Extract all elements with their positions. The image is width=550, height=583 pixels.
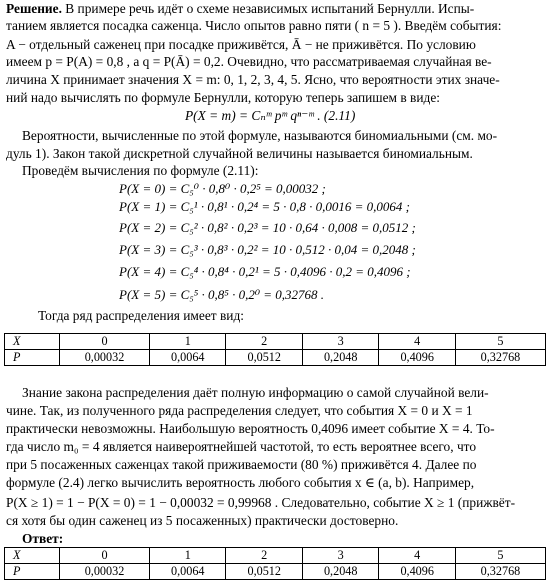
formula-p5: P(X = 5) = C₅⁵ · 0,8⁵ · 0,2⁰ = 0,32768 . bbox=[119, 287, 325, 302]
line2-6: формуле (2.4) легко вычислить вероятность любого события x ∈ (a, b). Например, bbox=[6, 475, 475, 490]
line2-2: чине. Так, из полученного ряда распределения следует, что события X = 0 и X = 1 bbox=[6, 403, 473, 418]
line-8: Вероятности, вычисленные по этой формуле, называются биномиальными (см. мо- bbox=[22, 128, 498, 143]
table-cell-p: 0,0512 bbox=[226, 564, 302, 580]
table-cell-x: 5 bbox=[455, 334, 545, 350]
table-cell-p: 0,2048 bbox=[302, 350, 378, 366]
line-2: танием является посадка саженца. Число опытов равно пяти ( n = 5 ). Введём события: bbox=[6, 18, 502, 33]
table-header-p: P bbox=[5, 350, 60, 366]
table-cell-p: 0,4096 bbox=[379, 350, 455, 366]
line-6: ний надо вычислять по формуле Бернулли, которую теперь запишем в виде: bbox=[6, 90, 441, 105]
table-cell-p: 0,00032 bbox=[60, 564, 150, 580]
line-9: дуль 1). Закон такой дискретной случайной величины называется биномиальным. bbox=[6, 146, 473, 161]
table-cell-x: 5 bbox=[455, 548, 545, 564]
table-cell-x: 1 bbox=[150, 334, 226, 350]
table-cell-x: 0 bbox=[60, 334, 150, 350]
line2-5: при 5 посаженных саженцах такой приживаемости (80 %) приживётся 4. Далее по bbox=[6, 457, 477, 472]
table-cell-x: 1 bbox=[150, 548, 226, 564]
line-5: личина X принимает значения X = m: 0, 1, 2, 3, 4, 5. Ясно, что вероятности этих значе- bbox=[6, 72, 500, 87]
line2-7: P(X ≥ 1) = 1 − P(X = 0) = 1 − 0,00032 = 0,99968 . Следовательно, событие X ≥ 1 (прижвёт- bbox=[6, 495, 516, 510]
distribution-table bbox=[4, 333, 546, 366]
formula-p0: P(X = 0) = C₅⁰ · 0,8⁰ · 0,2⁵ = 0,00032 ; bbox=[119, 181, 326, 196]
table-row-x bbox=[5, 334, 546, 350]
table-cell-x: 2 bbox=[226, 548, 302, 564]
formula-2-11: P(X = m) = Cₙᵐ pᵐ qⁿ⁻ᵐ . (2.11) bbox=[185, 108, 356, 123]
table-header-p: P bbox=[5, 564, 60, 580]
answer-label: Ответ: bbox=[22, 531, 64, 546]
formula-p4: P(X = 4) = C₅⁴ · 0,8⁴ · 0,2¹ = 5 · 0,4096 · 0,2 = 0,4096 ; bbox=[119, 264, 411, 279]
formula-p2: P(X = 2) = C₅² · 0,8² · 0,2³ = 10 · 0,64 · 0,008 = 0,0512 ; bbox=[119, 220, 416, 235]
table-cell-p: 0,0064 bbox=[150, 564, 226, 580]
table-cell-x: 3 bbox=[302, 548, 378, 564]
line-1-text: В примере речь идёт о схеме независимых испытаний Бернулли. Испы- bbox=[65, 1, 475, 16]
table-cell-x: 2 bbox=[226, 334, 302, 350]
answer-table bbox=[4, 547, 546, 580]
line-1 bbox=[6, 0, 474, 17]
table-cell-p: 0,00032 bbox=[60, 350, 150, 366]
table-header-x: X bbox=[5, 334, 60, 350]
table-cell-x: 4 bbox=[379, 334, 455, 350]
table-cell-x: 0 bbox=[60, 548, 150, 564]
formula-p3: P(X = 3) = C₅³ · 0,8³ · 0,2² = 10 · 0,512 · 0,04 = 0,2048 ; bbox=[119, 242, 416, 257]
table-cell-p: 0,0064 bbox=[150, 350, 226, 366]
table-cell-p: 0,0512 bbox=[226, 350, 302, 366]
solution-label: Решение. bbox=[6, 1, 62, 16]
table-row-p bbox=[5, 564, 546, 580]
table-row-x bbox=[5, 548, 546, 564]
line-3: A − отдельный саженец при посадке приживётся, Ā − не приживётся. По условию bbox=[6, 37, 476, 52]
table-cell-p: 0,32768 bbox=[455, 350, 545, 366]
line2-8: ся хотя бы один саженец из 5 посаженных) практически достоверно. bbox=[6, 513, 399, 528]
line2-1: Знание закона распределения даёт полную информацию о самой случайной вели- bbox=[22, 385, 489, 400]
table-cell-p: 0,2048 bbox=[302, 564, 378, 580]
table-header-x: X bbox=[5, 548, 60, 564]
line-10: Проведём вычисления по формуле (2.11): bbox=[22, 163, 259, 178]
line-4: имеем p = P(A) = 0,8 , а q = P(Ā) = 0,2. Очевидно, что рассматриваемая случайная ве- bbox=[6, 54, 492, 69]
table-cell-p: 0,4096 bbox=[379, 564, 455, 580]
line2-3: практически невозможны. Наибольшую вероятность 0,4096 имеет событие X = 4. То- bbox=[6, 421, 495, 436]
line2-4: гда число m₀ = 4 является наивероятнейшей частотой, то есть вероятнее всего, что bbox=[6, 439, 477, 454]
table-cell-x: 3 bbox=[302, 334, 378, 350]
series-intro: Тогда ряд распределения имеет вид: bbox=[38, 308, 244, 323]
table-row-p bbox=[5, 350, 546, 366]
table-cell-p: 0,32768 bbox=[455, 564, 545, 580]
formula-p1: P(X = 1) = C₅¹ · 0,8¹ · 0,2⁴ = 5 · 0,8 · 0,0016 = 0,0064 ; bbox=[119, 199, 410, 214]
table-cell-x: 4 bbox=[379, 548, 455, 564]
